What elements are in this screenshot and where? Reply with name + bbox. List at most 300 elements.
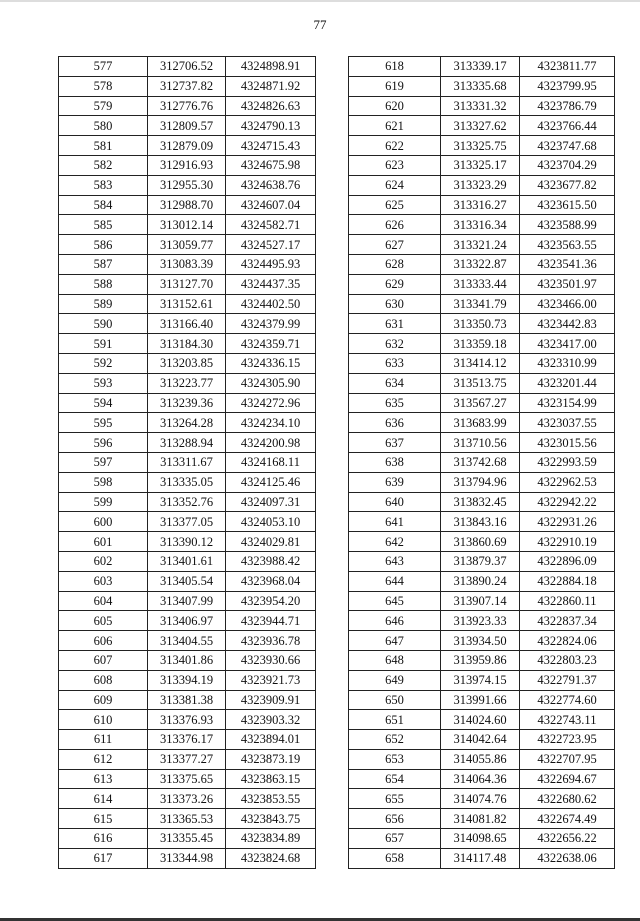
point-number-cell: 614 (59, 789, 148, 809)
point-number-cell: 631 (349, 314, 441, 334)
y-coordinate-cell: 4322680.62 (520, 789, 615, 809)
point-number-cell: 637 (349, 433, 441, 453)
x-coordinate-cell: 313405.54 (148, 571, 226, 591)
x-coordinate-cell: 313335.68 (441, 76, 520, 96)
table-row (349, 195, 615, 215)
point-number-cell: 635 (349, 393, 441, 413)
table-row (349, 769, 615, 789)
y-coordinate-cell: 4322884.18 (520, 571, 615, 591)
table-row (349, 571, 615, 591)
y-coordinate-cell: 4323037.55 (520, 413, 615, 433)
y-coordinate-cell: 4323811.77 (520, 57, 615, 77)
table-row (59, 155, 316, 175)
point-number-cell: 639 (349, 472, 441, 492)
table-row (349, 175, 615, 195)
table-row (349, 730, 615, 750)
x-coordinate-cell: 313325.75 (441, 136, 520, 156)
point-number-cell: 589 (59, 294, 148, 314)
x-coordinate-cell: 313377.27 (148, 749, 226, 769)
x-coordinate-cell: 313311.67 (148, 452, 226, 472)
y-coordinate-cell: 4322824.06 (520, 631, 615, 651)
table-row (349, 274, 615, 294)
x-coordinate-cell: 313377.05 (148, 512, 226, 532)
y-coordinate-cell: 4322860.11 (520, 591, 615, 611)
table-row (349, 591, 615, 611)
x-coordinate-cell: 312879.09 (148, 136, 226, 156)
point-number-cell: 621 (349, 116, 441, 136)
table-row (59, 690, 316, 710)
x-coordinate-cell: 313794.96 (441, 472, 520, 492)
point-number-cell: 628 (349, 254, 441, 274)
table-row (59, 611, 316, 631)
y-coordinate-cell: 4323588.99 (520, 215, 615, 235)
y-coordinate-cell: 4323541.36 (520, 254, 615, 274)
x-coordinate-cell: 313376.93 (148, 710, 226, 730)
table-row (59, 789, 316, 809)
table-row (349, 254, 615, 274)
y-coordinate-cell: 4323310.99 (520, 353, 615, 373)
point-number-cell: 607 (59, 650, 148, 670)
x-coordinate-cell: 313406.97 (148, 611, 226, 631)
x-coordinate-cell: 312955.30 (148, 175, 226, 195)
table-row (349, 472, 615, 492)
x-coordinate-cell: 312737.82 (148, 76, 226, 96)
point-number-cell: 584 (59, 195, 148, 215)
y-coordinate-cell: 4324379.99 (226, 314, 316, 334)
point-number-cell: 617 (59, 848, 148, 868)
table-row (349, 532, 615, 552)
table-row (59, 334, 316, 354)
x-coordinate-cell: 314081.82 (441, 809, 520, 829)
table-row (59, 373, 316, 393)
y-coordinate-cell: 4324359.71 (226, 334, 316, 354)
x-coordinate-cell: 313513.75 (441, 373, 520, 393)
x-coordinate-cell: 313335.05 (148, 472, 226, 492)
point-number-cell: 600 (59, 512, 148, 532)
x-coordinate-cell: 314042.64 (441, 730, 520, 750)
table-row (59, 749, 316, 769)
y-coordinate-cell: 4324527.17 (226, 235, 316, 255)
y-coordinate-cell: 4324607.04 (226, 195, 316, 215)
y-coordinate-cell: 4324638.76 (226, 175, 316, 195)
y-coordinate-cell: 4322931.26 (520, 512, 615, 532)
x-coordinate-cell: 314024.60 (441, 710, 520, 730)
point-number-cell: 638 (349, 452, 441, 472)
table-row (349, 611, 615, 631)
table-row (59, 848, 316, 868)
x-coordinate-cell: 314064.36 (441, 769, 520, 789)
y-coordinate-cell: 4323988.42 (226, 551, 316, 571)
table-row (349, 373, 615, 393)
table-row (59, 116, 316, 136)
table-row (59, 571, 316, 591)
x-coordinate-cell: 313325.17 (441, 155, 520, 175)
x-coordinate-cell: 313923.33 (441, 611, 520, 631)
x-coordinate-cell: 313166.40 (148, 314, 226, 334)
point-number-cell: 612 (59, 749, 148, 769)
x-coordinate-cell: 313414.12 (441, 353, 520, 373)
x-coordinate-cell: 313203.85 (148, 353, 226, 373)
x-coordinate-cell: 313327.62 (441, 116, 520, 136)
table-row (349, 789, 615, 809)
point-number-cell: 648 (349, 650, 441, 670)
x-coordinate-cell: 313843.16 (441, 512, 520, 532)
point-number-cell: 597 (59, 452, 148, 472)
x-coordinate-cell: 313359.18 (441, 334, 520, 354)
x-coordinate-cell: 313991.66 (441, 690, 520, 710)
y-coordinate-cell: 4324582.71 (226, 215, 316, 235)
y-coordinate-cell: 4323747.68 (520, 136, 615, 156)
x-coordinate-cell: 313742.68 (441, 452, 520, 472)
point-number-cell: 627 (349, 235, 441, 255)
point-number-cell: 610 (59, 710, 148, 730)
x-coordinate-cell: 313350.73 (441, 314, 520, 334)
x-coordinate-cell: 313959.86 (441, 650, 520, 670)
point-number-cell: 625 (349, 195, 441, 215)
table-row (349, 393, 615, 413)
scan-top-edge (0, 0, 640, 2)
table-row (349, 452, 615, 472)
y-coordinate-cell: 4324898.91 (226, 57, 316, 77)
point-number-cell: 630 (349, 294, 441, 314)
x-coordinate-cell: 313264.28 (148, 413, 226, 433)
y-coordinate-cell: 4324305.90 (226, 373, 316, 393)
table-row (349, 116, 615, 136)
table-row (59, 809, 316, 829)
y-coordinate-cell: 4323903.32 (226, 710, 316, 730)
y-coordinate-cell: 4322896.09 (520, 551, 615, 571)
table-row (349, 631, 615, 651)
y-coordinate-cell: 4323873.19 (226, 749, 316, 769)
y-coordinate-cell: 4324125.46 (226, 472, 316, 492)
point-number-cell: 634 (349, 373, 441, 393)
point-number-cell: 641 (349, 512, 441, 532)
x-coordinate-cell: 312776.76 (148, 96, 226, 116)
y-coordinate-cell: 4324790.13 (226, 116, 316, 136)
y-coordinate-cell: 4323968.04 (226, 571, 316, 591)
x-coordinate-cell: 313394.19 (148, 670, 226, 690)
y-coordinate-cell: 4323677.82 (520, 175, 615, 195)
x-coordinate-cell: 313373.26 (148, 789, 226, 809)
x-coordinate-cell: 313404.55 (148, 631, 226, 651)
table-row (349, 155, 615, 175)
table-row (59, 96, 316, 116)
x-coordinate-cell: 313890.24 (441, 571, 520, 591)
table-row (59, 591, 316, 611)
point-number-cell: 583 (59, 175, 148, 195)
x-coordinate-cell: 313352.76 (148, 492, 226, 512)
table-row (59, 235, 316, 255)
point-number-cell: 592 (59, 353, 148, 373)
point-number-cell: 633 (349, 353, 441, 373)
y-coordinate-cell: 4323563.55 (520, 235, 615, 255)
table-row (59, 829, 316, 849)
x-coordinate-cell: 313184.30 (148, 334, 226, 354)
x-coordinate-cell: 313083.39 (148, 254, 226, 274)
y-coordinate-cell: 4323894.01 (226, 730, 316, 750)
x-coordinate-cell: 313323.29 (441, 175, 520, 195)
point-number-cell: 624 (349, 175, 441, 195)
y-coordinate-cell: 4322962.53 (520, 472, 615, 492)
x-coordinate-cell: 313683.99 (441, 413, 520, 433)
point-number-cell: 652 (349, 730, 441, 750)
point-number-cell: 602 (59, 551, 148, 571)
y-coordinate-cell: 4323843.75 (226, 809, 316, 829)
y-coordinate-cell: 4323944.71 (226, 611, 316, 631)
table-row (59, 294, 316, 314)
x-coordinate-cell: 313407.99 (148, 591, 226, 611)
point-number-cell: 640 (349, 492, 441, 512)
y-coordinate-cell: 4324053.10 (226, 512, 316, 532)
point-number-cell: 649 (349, 670, 441, 690)
point-number-cell: 606 (59, 631, 148, 651)
point-number-cell: 595 (59, 413, 148, 433)
table-row (349, 492, 615, 512)
y-coordinate-cell: 4322674.49 (520, 809, 615, 829)
point-number-cell: 579 (59, 96, 148, 116)
y-coordinate-cell: 4323786.79 (520, 96, 615, 116)
x-coordinate-cell: 312706.52 (148, 57, 226, 77)
y-coordinate-cell: 4322993.59 (520, 452, 615, 472)
x-coordinate-cell: 313710.56 (441, 433, 520, 453)
point-number-cell: 605 (59, 611, 148, 631)
point-number-cell: 623 (349, 155, 441, 175)
y-coordinate-cell: 4324200.98 (226, 433, 316, 453)
y-coordinate-cell: 4323936.78 (226, 631, 316, 651)
x-coordinate-cell: 313344.98 (148, 848, 226, 868)
point-number-cell: 653 (349, 749, 441, 769)
table-row (59, 650, 316, 670)
table-row (349, 294, 615, 314)
point-number-cell: 586 (59, 235, 148, 255)
point-number-cell: 596 (59, 433, 148, 453)
x-coordinate-cell: 313974.15 (441, 670, 520, 690)
table-row (59, 175, 316, 195)
point-number-cell: 654 (349, 769, 441, 789)
y-coordinate-cell: 4323015.56 (520, 433, 615, 453)
point-number-cell: 588 (59, 274, 148, 294)
x-coordinate-cell: 313152.61 (148, 294, 226, 314)
y-coordinate-cell: 4323417.00 (520, 334, 615, 354)
y-coordinate-cell: 4323824.68 (226, 848, 316, 868)
y-coordinate-cell: 4323442.83 (520, 314, 615, 334)
y-coordinate-cell: 4323704.29 (520, 155, 615, 175)
table-row (59, 136, 316, 156)
table-row (349, 551, 615, 571)
point-number-cell: 620 (349, 96, 441, 116)
table-row (59, 730, 316, 750)
point-number-cell: 647 (349, 631, 441, 651)
table-row (349, 76, 615, 96)
x-coordinate-cell: 314117.48 (441, 848, 520, 868)
point-number-cell: 604 (59, 591, 148, 611)
table-row (349, 334, 615, 354)
point-number-cell: 622 (349, 136, 441, 156)
x-coordinate-cell: 313375.65 (148, 769, 226, 789)
y-coordinate-cell: 4323853.55 (226, 789, 316, 809)
point-number-cell: 645 (349, 591, 441, 611)
y-coordinate-cell: 4323466.00 (520, 294, 615, 314)
table-row (349, 96, 615, 116)
y-coordinate-cell: 4324336.15 (226, 353, 316, 373)
point-number-cell: 591 (59, 334, 148, 354)
x-coordinate-cell: 312916.93 (148, 155, 226, 175)
y-coordinate-cell: 4322723.95 (520, 730, 615, 750)
table-row (59, 670, 316, 690)
table-row (349, 136, 615, 156)
table-row (59, 413, 316, 433)
table-row (59, 195, 316, 215)
table-row (59, 57, 316, 77)
x-coordinate-cell: 313365.53 (148, 809, 226, 829)
x-coordinate-cell: 314055.86 (441, 749, 520, 769)
x-coordinate-cell: 312809.57 (148, 116, 226, 136)
table-row (349, 512, 615, 532)
x-coordinate-cell: 313331.32 (441, 96, 520, 116)
point-number-cell: 655 (349, 789, 441, 809)
x-coordinate-cell: 313223.77 (148, 373, 226, 393)
x-coordinate-cell: 313879.37 (441, 551, 520, 571)
x-coordinate-cell: 313316.34 (441, 215, 520, 235)
y-coordinate-cell: 4322638.06 (520, 848, 615, 868)
point-number-cell: 577 (59, 57, 148, 77)
x-coordinate-cell: 313059.77 (148, 235, 226, 255)
y-coordinate-cell: 4323863.15 (226, 769, 316, 789)
point-number-cell: 658 (349, 848, 441, 868)
x-coordinate-cell: 313322.87 (441, 254, 520, 274)
y-coordinate-cell: 4324826.63 (226, 96, 316, 116)
point-number-cell: 619 (349, 76, 441, 96)
table-row (59, 76, 316, 96)
y-coordinate-cell: 4323930.66 (226, 650, 316, 670)
y-coordinate-cell: 4323766.44 (520, 116, 615, 136)
coordinates-table-left (58, 56, 316, 869)
point-number-cell: 643 (349, 551, 441, 571)
x-coordinate-cell: 314074.76 (441, 789, 520, 809)
point-number-cell: 613 (59, 769, 148, 789)
point-number-cell: 618 (349, 57, 441, 77)
table-row (59, 314, 316, 334)
table-row (349, 710, 615, 730)
y-coordinate-cell: 4323201.44 (520, 373, 615, 393)
point-number-cell: 651 (349, 710, 441, 730)
point-number-cell: 601 (59, 532, 148, 552)
table-row (59, 393, 316, 413)
x-coordinate-cell: 314098.65 (441, 829, 520, 849)
x-coordinate-cell: 313012.14 (148, 215, 226, 235)
point-number-cell: 644 (349, 571, 441, 591)
point-number-cell: 590 (59, 314, 148, 334)
y-coordinate-cell: 4323501.97 (520, 274, 615, 294)
point-number-cell: 611 (59, 730, 148, 750)
table-row (349, 829, 615, 849)
table-row (349, 650, 615, 670)
y-coordinate-cell: 4322707.95 (520, 749, 615, 769)
y-coordinate-cell: 4323954.20 (226, 591, 316, 611)
y-coordinate-cell: 4322791.37 (520, 670, 615, 690)
table-row (59, 551, 316, 571)
point-number-cell: 603 (59, 571, 148, 591)
y-coordinate-cell: 4324871.92 (226, 76, 316, 96)
table-row (59, 433, 316, 453)
x-coordinate-cell: 313321.24 (441, 235, 520, 255)
table-row (349, 353, 615, 373)
x-coordinate-cell: 313381.38 (148, 690, 226, 710)
coordinates-table-right (348, 56, 615, 869)
point-number-cell: 608 (59, 670, 148, 690)
x-coordinate-cell: 313333.44 (441, 274, 520, 294)
x-coordinate-cell: 313341.79 (441, 294, 520, 314)
table-row (59, 472, 316, 492)
point-number-cell: 599 (59, 492, 148, 512)
table-row (59, 532, 316, 552)
page-number: 77 (313, 17, 327, 32)
point-number-cell: 582 (59, 155, 148, 175)
x-coordinate-cell: 313376.17 (148, 730, 226, 750)
y-coordinate-cell: 4323154.99 (520, 393, 615, 413)
table-row (349, 433, 615, 453)
table-row (349, 690, 615, 710)
x-coordinate-cell: 313339.17 (441, 57, 520, 77)
y-coordinate-cell: 4324437.35 (226, 274, 316, 294)
y-coordinate-cell: 4324402.50 (226, 294, 316, 314)
table-row (59, 769, 316, 789)
point-number-cell: 656 (349, 809, 441, 829)
table-row (349, 749, 615, 769)
table-row (59, 274, 316, 294)
point-number-cell: 598 (59, 472, 148, 492)
point-number-cell: 646 (349, 611, 441, 631)
x-coordinate-cell: 313316.27 (441, 195, 520, 215)
table-row (59, 353, 316, 373)
point-number-cell: 587 (59, 254, 148, 274)
x-coordinate-cell: 313401.61 (148, 551, 226, 571)
point-number-cell: 585 (59, 215, 148, 235)
point-number-cell: 581 (59, 136, 148, 156)
y-coordinate-cell: 4322774.60 (520, 690, 615, 710)
point-number-cell: 616 (59, 829, 148, 849)
x-coordinate-cell: 313390.12 (148, 532, 226, 552)
point-number-cell: 626 (349, 215, 441, 235)
table-row (349, 235, 615, 255)
point-number-cell: 578 (59, 76, 148, 96)
table-row (349, 314, 615, 334)
point-number-cell: 593 (59, 373, 148, 393)
table-row (59, 215, 316, 235)
table-row (59, 254, 316, 274)
table-row (349, 848, 615, 868)
y-coordinate-cell: 4322942.22 (520, 492, 615, 512)
y-coordinate-cell: 4324029.81 (226, 532, 316, 552)
y-coordinate-cell: 4324097.31 (226, 492, 316, 512)
point-number-cell: 632 (349, 334, 441, 354)
y-coordinate-cell: 4323615.50 (520, 195, 615, 215)
y-coordinate-cell: 4324675.98 (226, 155, 316, 175)
x-coordinate-cell: 313907.14 (441, 591, 520, 611)
x-coordinate-cell: 313934.50 (441, 631, 520, 651)
x-coordinate-cell: 313239.36 (148, 393, 226, 413)
table-row (59, 512, 316, 532)
point-number-cell: 636 (349, 413, 441, 433)
y-coordinate-cell: 4324495.93 (226, 254, 316, 274)
y-coordinate-cell: 4323799.95 (520, 76, 615, 96)
table-row (349, 215, 615, 235)
point-number-cell: 650 (349, 690, 441, 710)
x-coordinate-cell: 313401.86 (148, 650, 226, 670)
x-coordinate-cell: 313567.27 (441, 393, 520, 413)
table-row (349, 809, 615, 829)
point-number-cell: 594 (59, 393, 148, 413)
